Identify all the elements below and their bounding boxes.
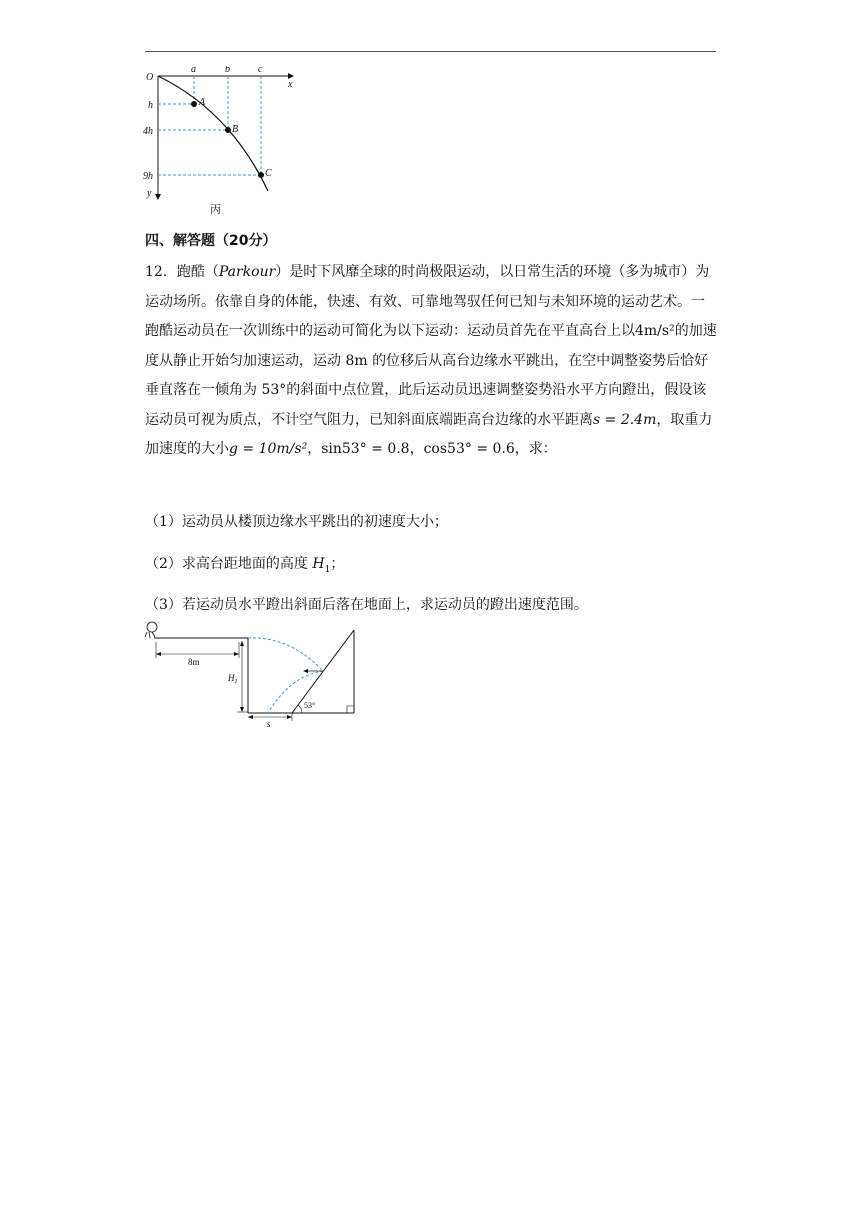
x-tick-b: b bbox=[225, 66, 230, 75]
height-label: $H_1$ bbox=[228, 673, 238, 685]
point-c-label: C bbox=[265, 168, 272, 179]
sin-expression: sin53° = 0.8 bbox=[321, 441, 410, 457]
parkour-term: Parkour bbox=[218, 264, 276, 280]
point-b-dot bbox=[225, 127, 231, 133]
question-3: （3）若运动员水平蹬出斜面后落在地面上，求运动员的蹬出速度范围。 bbox=[145, 597, 588, 613]
angle-label: 53° bbox=[304, 701, 316, 710]
s-label: s bbox=[267, 719, 271, 729]
distance-label: 8m bbox=[188, 657, 200, 667]
question-1: （1）运动员从楼顶边缘水平跳出的初速度大小； bbox=[145, 514, 448, 530]
y-tick-h: h bbox=[148, 100, 153, 111]
y-tick-9h: 9h bbox=[143, 171, 153, 182]
x-axis-label: x bbox=[288, 79, 293, 90]
cos-expression: cos53° = 0.6 bbox=[423, 441, 515, 457]
point-a-dot bbox=[191, 101, 197, 107]
accel-value: 4m/s² bbox=[635, 323, 675, 339]
parkour-figure bbox=[140, 618, 370, 730]
problem-number: 12． bbox=[145, 264, 177, 280]
s-expression: s = 2.4m bbox=[593, 411, 657, 428]
figure-caption: 丙 bbox=[210, 204, 221, 216]
origin-label: O bbox=[146, 72, 154, 83]
question-2: （2）求高台距地面的高度 $H_1$； bbox=[145, 556, 345, 575]
x-tick-c: c bbox=[258, 66, 263, 75]
top-rule bbox=[145, 51, 716, 52]
trajectory-figure bbox=[140, 66, 300, 220]
x-tick-a: a bbox=[191, 66, 196, 75]
point-a-label: A bbox=[199, 97, 206, 108]
point-b-label: B bbox=[232, 124, 239, 135]
point-c-dot bbox=[258, 172, 264, 178]
problem-12: 12．跑酷（Parkour）是时下风靡全球的时尚极限运动，以日常生活的环境（多为城市）为运动场所。依靠自身的体能，快速、有效、可靠地驾驭任何已知与未知环境的运动艺术。一跑酷运动员在一次训练中的运动可简化为以下运动：运动员首先在平直高台上以4m/s²的加速度从静止开始匀加速运动，运动 8m 的位移后从高台边缘水平跳出，在空中调整姿势后恰好垂直落在一倾角为 53°的斜面中点位置，此后运动员迅速调整姿势沿水平方向蹬出，假设该运动员可视为质点，不计空气阻力，已知斜面底端距高台边缘的水平距离s = 2.4m，取重力加速度的大小g = 10m/s²，sin53° = 0.8，cos53° = 0.6，求： bbox=[145, 264, 717, 457]
runner-icon bbox=[145, 622, 157, 638]
g-expression: g = 10m/s² bbox=[229, 441, 308, 457]
y-axis-label: y bbox=[147, 188, 152, 199]
y-tick-4h: 4h bbox=[143, 126, 153, 137]
section-heading: 四、解答题（20分） bbox=[145, 233, 277, 249]
